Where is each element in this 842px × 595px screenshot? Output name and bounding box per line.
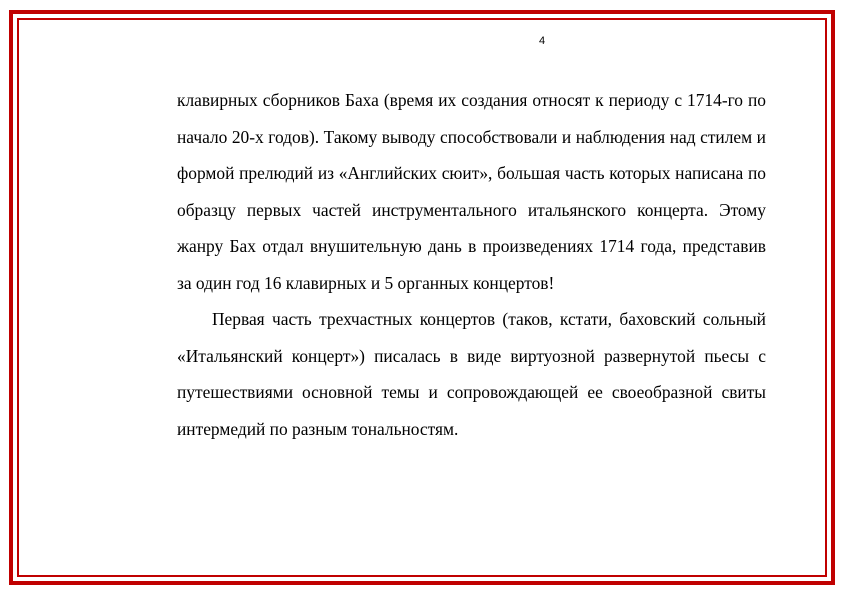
paragraph-first-part-concertos: Первая часть трехчастных концертов (таков, кстати, баховский сольный «Итальянский концерт») писалась в виде виртуозной развернутой пьесы с путешествиями основной темы и сопровождающей ее своеобразной свиты интермедий по разным тональностям. [177,309,766,439]
document-body [177,82,766,447]
page-number: 4 [538,35,546,47]
paragraph-continuation: клавирных сборников Баха (время их создания относят к периоду с 1714-го по начало 20-х годов). Такому выводу способствовали и наблюдения над стилем и формой прелюдий из «Английских сюит», большая часть которых написана по образцу первых частей инструментального итальянского концерта. Этому жанру Бах отдал внушительную дань в произведениях 1714 года, представив за один год 16 клавирных и 5 органных концертов! [177,90,766,293]
